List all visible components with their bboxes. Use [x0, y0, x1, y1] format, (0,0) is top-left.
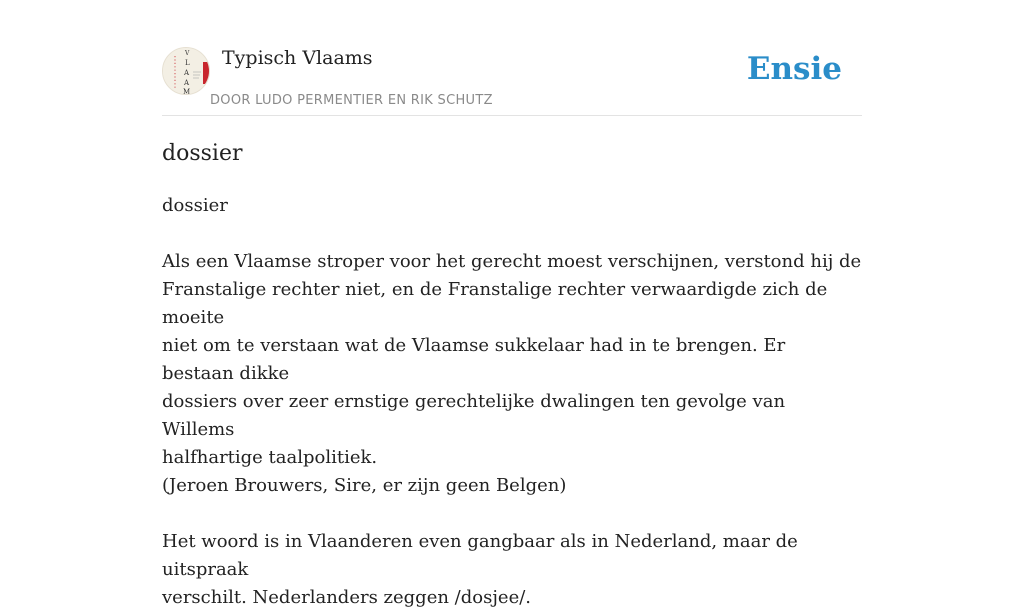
book-cover-icon[interactable] — [162, 47, 210, 95]
quote-paragraph — [162, 248, 862, 500]
article-body — [162, 192, 862, 612]
svg-text:M: M — [183, 88, 191, 95]
ensie-logo-link[interactable]: Ensie — [746, 51, 842, 87]
svg-text:A: A — [184, 79, 190, 87]
page-title: dossier — [162, 141, 243, 166]
quote-source: (Jeroen Brouwers, Sire, er zijn geen Belgen) — [162, 475, 567, 496]
blog-authors: DOOR LUDO PERMENTIER EN RIK SCHUTZ — [210, 93, 493, 108]
quote-line: Franstalige rechter niet, en de Franstalige rechter verwaardigde zich de moeite — [162, 279, 828, 328]
page-container — [162, 0, 862, 608]
blog-title[interactable]: Typisch Vlaams — [222, 47, 373, 69]
quote-line: dossiers over zeer ernstige gerechtelijke dwalingen ten gevolge van Willems — [162, 391, 786, 440]
quote-line: Als een Vlaamse stroper voor het gerecht moest verschijnen, verstond hij de — [162, 251, 862, 272]
quote-line: niet om te verstaan wat de Vlaamse sukkelaar had in te brengen. Er bestaan dikke — [162, 335, 786, 384]
note-line: Het woord is in Vlaanderen even gangbaar als in Nederland, maar de uitspraak — [162, 531, 798, 580]
note-line: verschilt. Nederlanders zeggen /dosjee/. — [162, 587, 532, 608]
svg-text:L: L — [185, 59, 190, 67]
headword: dossier — [162, 195, 228, 216]
note-paragraph — [162, 528, 862, 612]
blog-header — [162, 0, 862, 116]
svg-text:V: V — [185, 50, 190, 57]
svg-text:A: A — [184, 69, 190, 77]
quote-line: halfhartige taalpolitiek. — [162, 447, 378, 468]
